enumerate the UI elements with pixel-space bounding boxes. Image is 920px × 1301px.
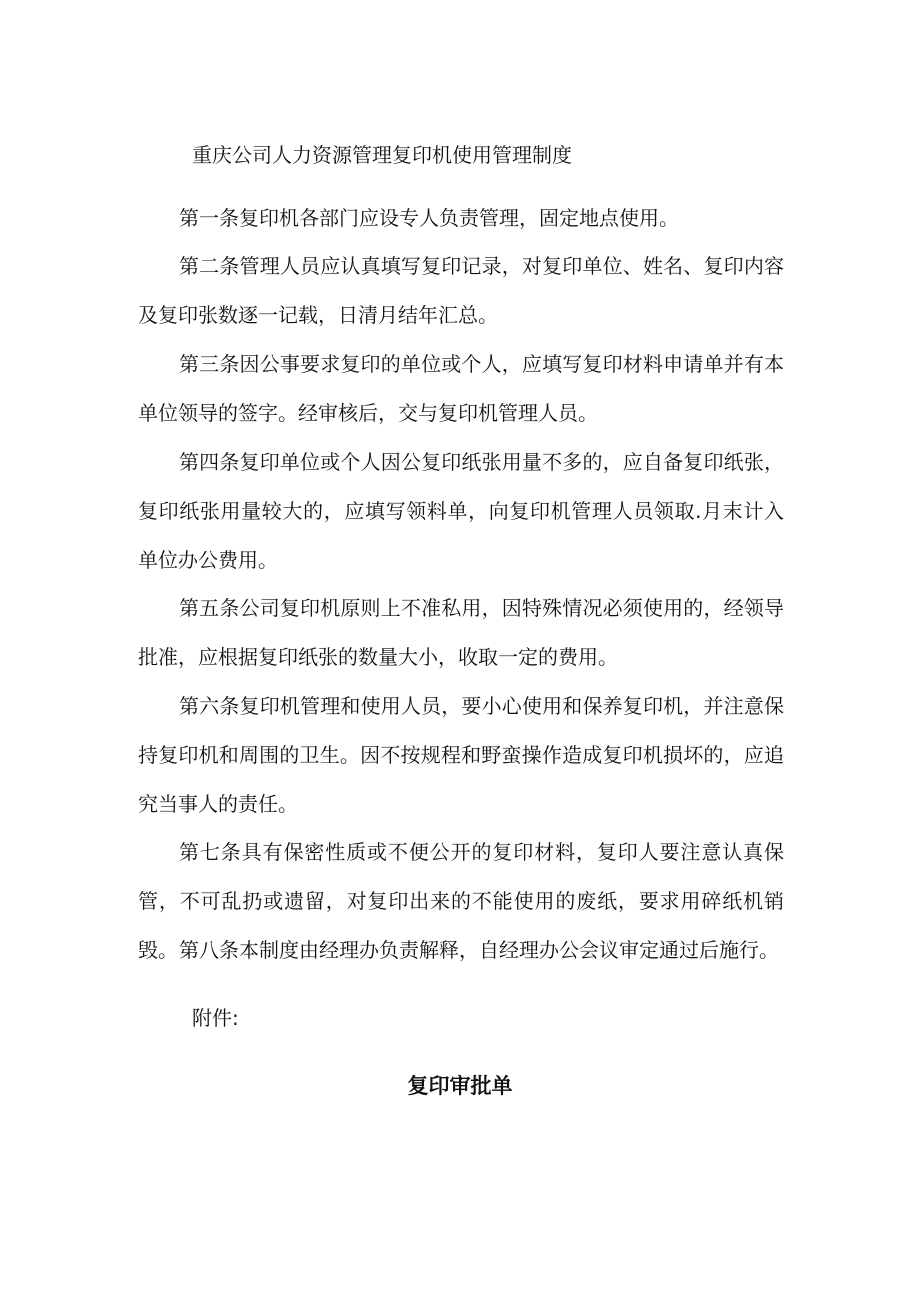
article-6: 第六条复印机管理和使用人员，要小心使用和保养复印机，并注意保持复印机和周围的卫生。因不按规程和野蛮操作造成复印机损坏的，应追究当事人的责任。 [138, 694, 784, 816]
article-7: 第七条具有保密性质或不便公开的复印材料，复印人要注意认真保管，不可乱扔或遗留，对复印出来的不能使用的废纸，要求用碎纸机销毁。 [138, 840, 784, 962]
article-2: 第二条管理人员应认真填写复印记录，对复印单位、姓名、复印内容及复印张数逐一记载，日清月结年汇总。 [138, 254, 784, 327]
attachment-label: 附件: [192, 1006, 239, 1030]
document-title: 重庆公司人力资源管理复印机使用管理制度 [192, 143, 572, 167]
article-3: 第三条因公事要求复印的单位或个人，应填写复印材料申请单并有本单位领导的签字。经审核后，交与复印机管理人员。 [138, 352, 784, 425]
article-4: 第四条复印单位或个人因公复印纸张用量不多的，应自备复印纸张，复印纸张用量较大的，应填写领料单，向复印机管理人员领取.月末计入单位办公费用。 [138, 450, 784, 572]
article-5: 第五条公司复印机原则上不准私用，因特殊情况必须使用的，经领导批准，应根据复印纸张的数量大小，收取一定的费用。 [138, 596, 784, 669]
article-1: 第一条复印机各部门应设专人负责管理，固定地点使用。 [179, 206, 679, 230]
form-title: 复印审批单 [407, 1074, 513, 1098]
article-8: 第八条本制度由经理办负责解释，自经理办公会议审定通过后施行。 [179, 938, 779, 962]
